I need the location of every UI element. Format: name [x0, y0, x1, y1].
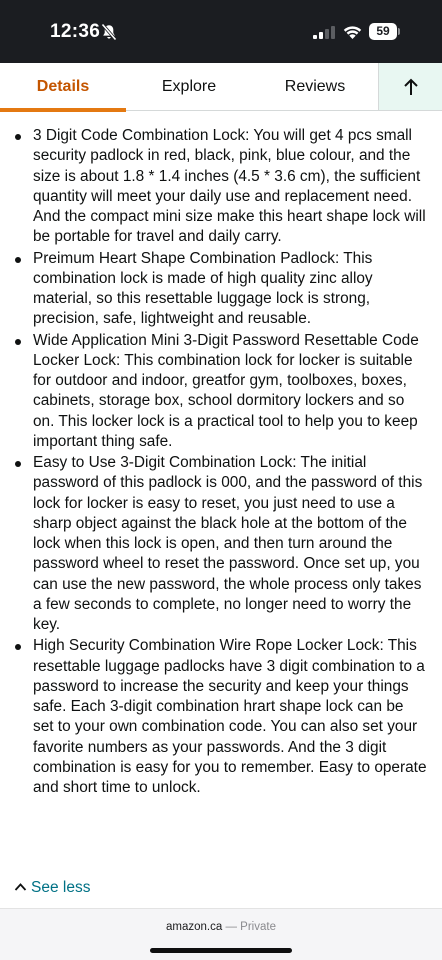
- tab-reviews[interactable]: [252, 63, 378, 111]
- private-label: Private: [240, 921, 276, 933]
- feature-bullets: [0, 126, 442, 798]
- bullet-dot: [15, 461, 21, 467]
- up-arrow-icon: [401, 77, 421, 97]
- battery-level: 59: [369, 23, 397, 40]
- product-details-content: [0, 126, 442, 799]
- list-item: [0, 249, 428, 330]
- list-item: [0, 126, 428, 248]
- bullet-text: High Security Combination Wire Rope Locker Lock: This resettable luggage padlocks have 3 digit combination to a password to increase the security and keep your things safe. Each 3-digit combination hrart shape lock can be set to your own combination code. You can also set your favorite numbers as your passwords. And the 3 digit combination is easy for you to remember. Easy to operate and short time to unlock.: [33, 637, 427, 796]
- status-bar: [0, 0, 442, 63]
- list-item: [0, 453, 428, 635]
- bullet-text: Preimum Heart Shape Combination Padlock: This combination lock is made of high quality zinc alloy material, so this resettable luggage lock is strong, precision, safe, lightweight and reusable.: [33, 249, 373, 328]
- see-less-label: See less: [31, 879, 91, 896]
- wifi-icon: [343, 24, 362, 39]
- signal-icon: [313, 26, 335, 39]
- bullet-text: 3 Digit Code Combination Lock: You will get 4 pcs small security padlock in red, black, pink, blue colour, and the size is about 1.8 * 1.4 inches (4.5 * 3.6 cm), the sufficient quantity will meet your daily use and replacement need. And the compact mini size make this heart shape lock will be portable for travel and daily carry.: [33, 127, 426, 246]
- tab-reviews-label: Reviews: [284, 78, 346, 95]
- bullet-text: Easy to Use 3-Digit Combination Lock: The initial password of this padlock is 000, and the password of this lock for locker is easy to reset, you just need to use a sharp object against the black hole at the bottom of the lock when this lock is open, and then turn around the password wheel to reset the password. Once set up, you can use the new password, the whole process only takes a few seconds to complete, no longer need to worry the key.: [33, 454, 423, 633]
- status-time: 12:36: [50, 21, 101, 42]
- tab-explore-label: Explore: [161, 78, 217, 95]
- bullet-dot: [15, 644, 21, 650]
- url-domain: amazon.ca: [166, 921, 223, 933]
- tab-bar: [0, 63, 442, 111]
- tab-explore[interactable]: [126, 63, 252, 111]
- browser-footer: [0, 908, 442, 960]
- chevron-up-icon: [14, 882, 27, 892]
- bullet-dot: [15, 134, 21, 140]
- list-item: [0, 331, 428, 453]
- tab-details-label: Details: [36, 78, 90, 95]
- bullet-dot: [15, 257, 21, 263]
- bullet-text: Wide Application Mini 3-Digit Password Resettable Code Locker Lock: This combination lock for locker is suitable for outdoor and indoor, greatfor gym, toolboxes, boxes, cabinets, storage box, school dormitory lockers and so on. This locker lock is a practical tool to help you to keep important thing safe.: [33, 331, 419, 450]
- active-tab-underline: [0, 108, 126, 112]
- home-indicator[interactable]: [150, 948, 292, 953]
- battery-icon: [369, 23, 400, 40]
- url-separator: —: [222, 921, 241, 933]
- bullet-dot: [15, 339, 21, 345]
- address-bar[interactable]: [0, 921, 442, 933]
- back-to-top-button[interactable]: [378, 63, 442, 110]
- tab-details[interactable]: [0, 63, 126, 111]
- list-item: [0, 636, 428, 798]
- bell-slash-icon: [100, 23, 118, 41]
